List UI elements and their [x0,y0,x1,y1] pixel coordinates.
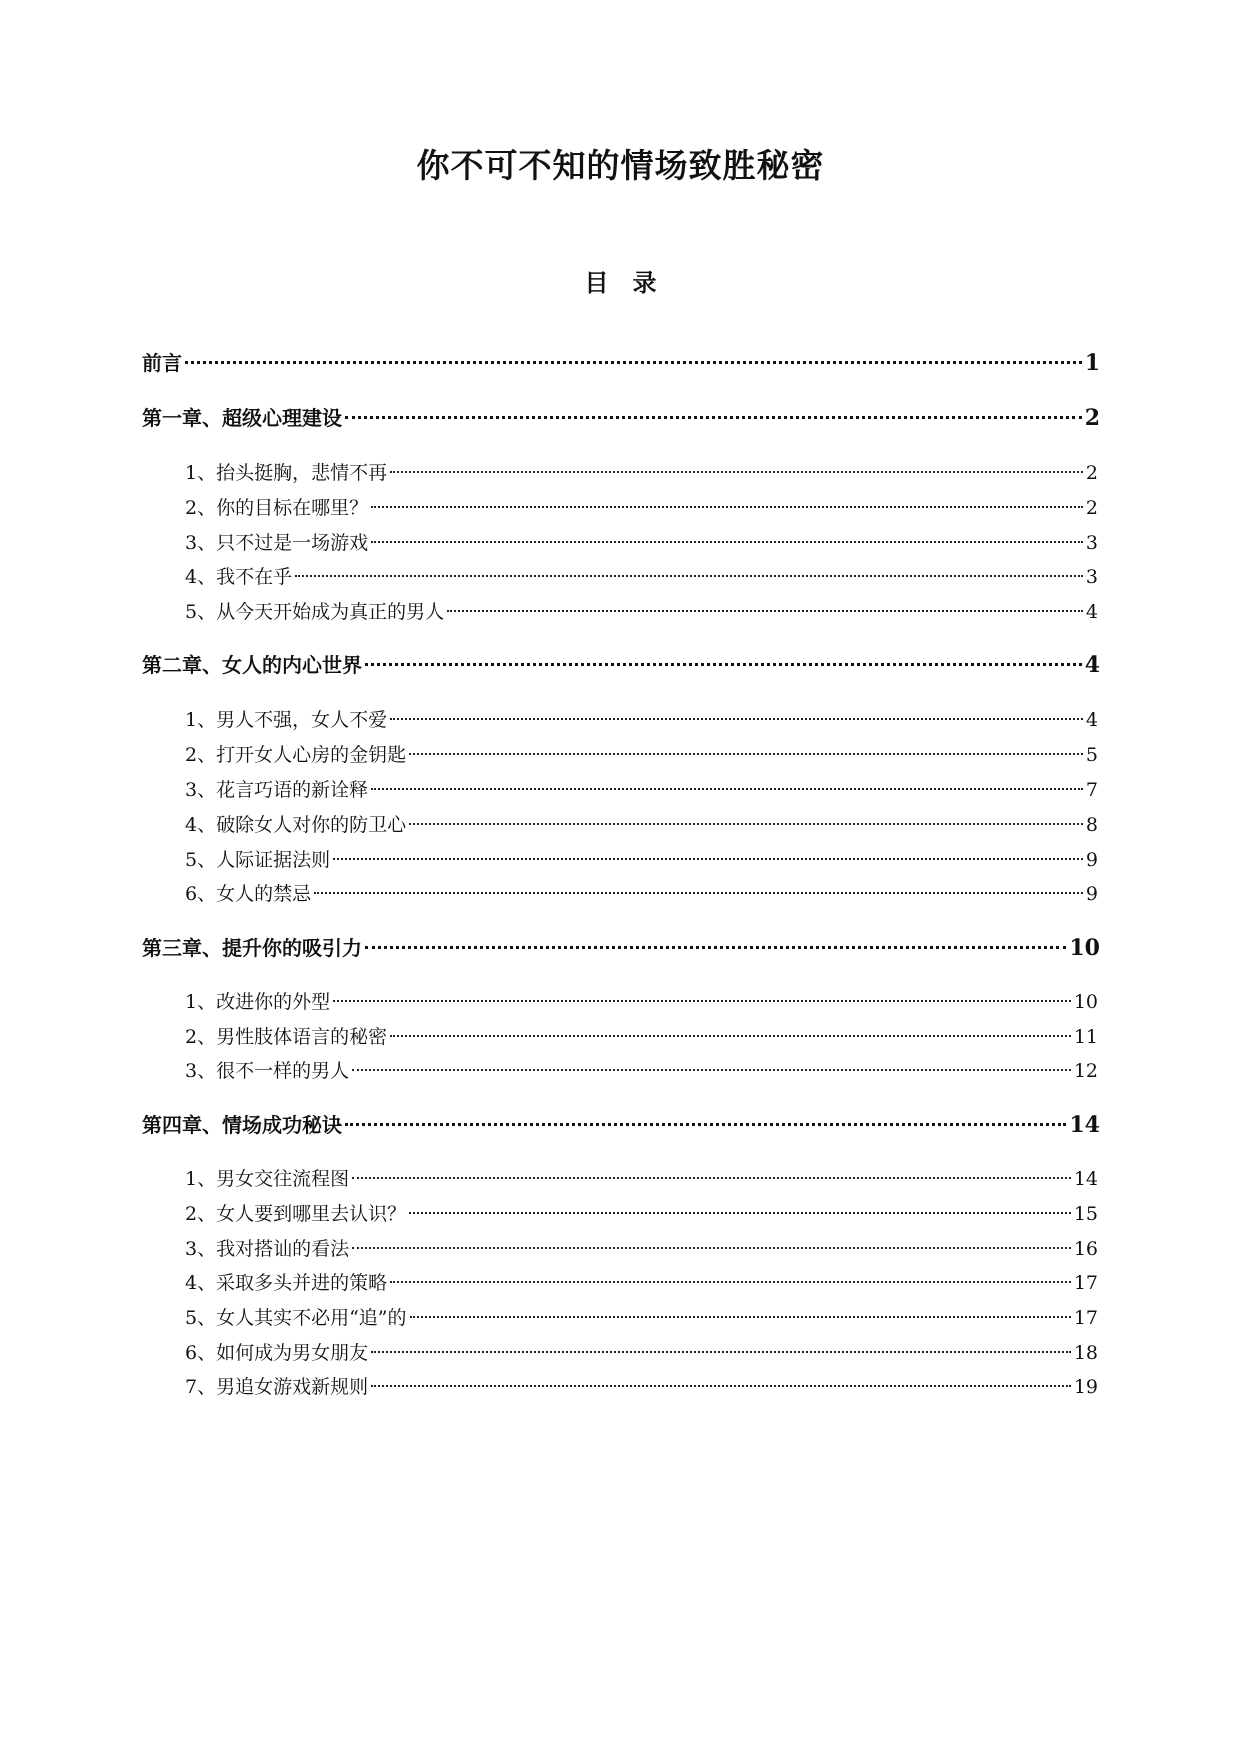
toc-chapter-entry[interactable] [142,650,1100,680]
toc-chapter-entry[interactable] [142,933,1100,963]
dot-leader [352,1177,1071,1179]
toc-entry-page-number: 8 [1085,814,1098,836]
toc-entry-page-number: 1 [1084,350,1100,376]
toc-section-entry[interactable] [185,1372,1098,1402]
toc-entry-label: 6、如何成为男女朋友 [185,1342,369,1364]
toc-entry-page-number: 10 [1069,935,1100,961]
toc-entry-label: 7、男追女游戏新规则 [185,1376,369,1398]
dot-leader [371,506,1083,508]
toc-section-entry[interactable] [185,1338,1098,1368]
toc-entry-page-number: 14 [1073,1168,1098,1190]
dot-leader [390,718,1083,720]
toc-entry-page-number: 4 [1085,709,1098,731]
toc-section-entry[interactable] [185,810,1098,840]
toc-entry-page-number: 2 [1085,497,1098,519]
dot-leader [390,471,1083,473]
document-title: 你不可不知的情场致胜秘密 [416,146,825,185]
dot-leader [333,858,1083,860]
toc-heading: 目 录 [584,269,657,297]
dot-leader [447,610,1083,612]
toc-entry-page-number: 3 [1085,532,1098,554]
toc-entry-page-number: 17 [1073,1307,1098,1329]
toc-entry-page-number: 5 [1085,744,1098,766]
toc-section-entry[interactable] [185,987,1098,1017]
dot-leader [409,753,1083,755]
toc-entry-label: 3、我对搭讪的看法 [185,1238,350,1260]
toc-entry-page-number: 18 [1073,1342,1098,1364]
toc-section-entry[interactable] [185,1268,1098,1298]
toc-entry-label: 5、人际证据法则 [185,849,331,871]
toc-entry-label: 1、改进你的外型 [185,991,331,1013]
dot-leader [390,1035,1071,1037]
dot-leader [314,892,1083,894]
toc-entry-page-number: 4 [1084,652,1100,678]
toc-entry-label: 第一章、超级心理建设 [142,406,342,430]
toc-entry-label: 第二章、女人的内心世界 [142,653,362,677]
toc-entry-label: 5、从今天开始成为真正的男人 [185,601,445,623]
toc-entry-label: 前言 [142,351,182,375]
toc-entry-label: 1、抬头挺胸，悲情不再 [185,462,388,484]
toc-entry-label: 第三章、提升你的吸引力 [142,936,362,960]
toc-entry-label: 3、花言巧语的新诠释 [185,779,369,801]
toc-chapter-entry[interactable] [142,348,1100,378]
toc-entry-page-number: 2 [1085,462,1098,484]
dot-leader [333,1000,1071,1002]
dot-leader [185,361,1082,364]
toc-section-entry[interactable] [185,1164,1098,1194]
toc-entry-label: 1、男女交往流程图 [185,1168,350,1190]
toc-entry-page-number: 12 [1073,1060,1098,1082]
toc-section-entry[interactable] [185,1234,1098,1264]
toc-entry-label: 3、很不一样的男人 [185,1060,350,1082]
toc-section-entry[interactable] [185,562,1098,592]
toc-section-entry[interactable] [185,597,1098,627]
toc-entry-page-number: 19 [1073,1376,1098,1398]
toc-entry-label: 4、破除女人对你的防卫心 [185,814,407,836]
dot-leader [352,1247,1071,1249]
toc-entry-page-number: 10 [1073,991,1098,1013]
toc-section-entry[interactable] [185,1199,1098,1229]
toc-entry-label: 5、女人其实不必用“追”的 [185,1307,407,1329]
dot-leader [409,1212,1071,1214]
toc-entry-page-number: 9 [1085,849,1098,871]
toc-entry-page-number: 3 [1085,566,1098,588]
dot-leader [371,541,1083,543]
toc-section-entry[interactable] [185,879,1098,909]
toc-section-entry[interactable] [185,528,1098,558]
toc-section-entry[interactable] [185,458,1098,488]
toc-entry-label: 6、女人的禁忌 [185,883,312,905]
dot-leader [390,1281,1071,1283]
dot-leader [365,663,1082,666]
toc-entry-page-number: 9 [1085,883,1098,905]
toc-entry-page-number: 4 [1085,601,1098,623]
dot-leader [371,1351,1071,1353]
toc-entry-page-number: 2 [1084,405,1100,431]
toc-entry-label: 2、男性肢体语言的秘密 [185,1026,388,1048]
toc-entry-label: 3、只不过是一场游戏 [185,532,369,554]
toc-entry-label: 2、打开女人心房的金钥匙 [185,744,407,766]
toc-entry-page-number: 14 [1069,1112,1100,1138]
toc-section-entry[interactable] [185,1303,1098,1333]
toc-entry-label: 4、采取多头并进的策略 [185,1272,388,1294]
dot-leader [409,823,1083,825]
dot-leader [371,1385,1071,1387]
toc-entry-page-number: 7 [1085,779,1098,801]
toc-section-entry[interactable] [185,845,1098,875]
toc-section-entry[interactable] [185,1022,1098,1052]
toc-entry-label: 1、男人不强，女人不爱 [185,709,388,731]
dot-leader [345,416,1082,419]
dot-leader [371,788,1083,790]
dot-leader [295,575,1083,577]
toc-entry-label: 第四章、情场成功秘诀 [142,1113,342,1137]
toc-entry-page-number: 15 [1073,1203,1098,1225]
toc-entry-page-number: 16 [1073,1238,1098,1260]
toc-entry-page-number: 17 [1073,1272,1098,1294]
toc-section-entry[interactable] [185,705,1098,735]
toc-section-entry[interactable] [185,1056,1098,1086]
toc-entry-label: 2、你的目标在哪里？ [185,497,369,519]
toc-entry-page-number: 11 [1073,1026,1098,1048]
toc-section-entry[interactable] [185,740,1098,770]
toc-section-entry[interactable] [185,775,1098,805]
toc-section-entry[interactable] [185,493,1098,523]
dot-leader [365,946,1066,949]
dot-leader [345,1123,1066,1126]
toc-chapter-entry[interactable] [142,403,1100,433]
dot-leader [410,1316,1071,1318]
toc-chapter-entry[interactable] [142,1110,1100,1140]
toc-entry-label: 4、我不在乎 [185,566,293,588]
toc-entry-label: 2、女人要到哪里去认识？ [185,1203,407,1225]
dot-leader [352,1069,1071,1071]
